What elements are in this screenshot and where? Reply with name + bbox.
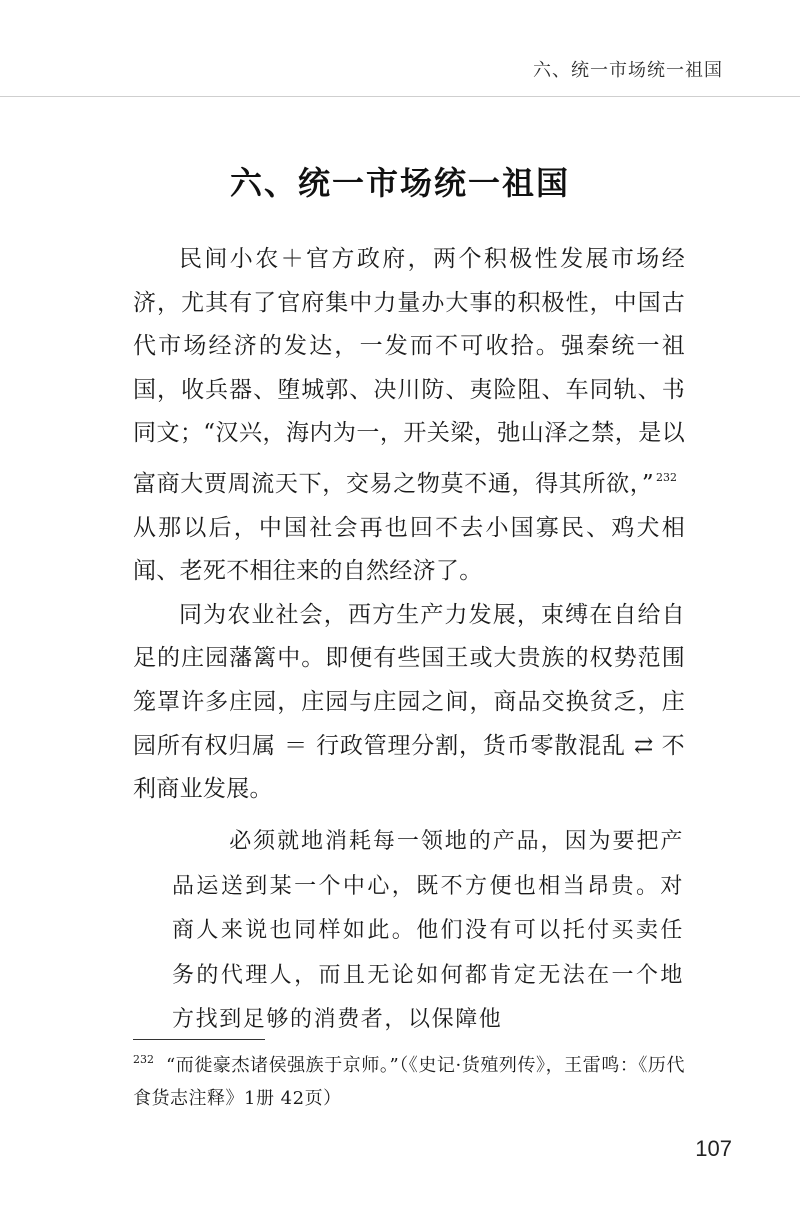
footnote-reference[interactable]: 232 [656, 470, 677, 484]
paragraph-2: 同为农业社会，西方生产力发展，束缚在自给自足的庄园藩篱中。即便有些国王或大贵族的权势范围笼罩许多庄园，庄园与庄园之间，商品交换贫乏，庄园所有权归属 ＝ 行政管理分割，货币零散混乱 ⇄ 不利商业发展。 [133, 601, 685, 803]
header-divider [0, 96, 800, 97]
paragraph-1-continuation: 从那以后，中国社会再也回不去小国寡民、鸡犬相闻、老死不相往来的自然经济了。 [133, 514, 685, 585]
running-head: 六、统一市场统一祖国 [533, 60, 723, 81]
footnote-number: 232 [133, 1053, 154, 1066]
main-body [133, 238, 685, 812]
chapter-title: 六、统一市场统一祖国 [229, 164, 570, 202]
block-quote [172, 820, 684, 1043]
footnote-text: “而徙豪杰诸侯强族于京师。”（《史记·货殖列传》，王雷鸣：《历代食货志注释》1册 42页） [133, 1055, 685, 1109]
page-number: 107 [695, 1136, 732, 1161]
paragraph-1-text: 民间小农＋官方政府，两个积极性发展市场经济，尤其有了官府集中力量办大事的积极性，中国古代市场经济的发达，一发而不可收拾。强秦统一祖国，收兵器、堕城郭、决川防、夷险阻、车同轨、书同文；“汉兴，海内为一，开关梁，弛山泽之禁，是以富商大贾周流天下，交易之物莫不通，得其所欲，” [133, 246, 685, 497]
footnote [133, 1043, 685, 1115]
footnote-divider [133, 1039, 265, 1040]
block-quote-text: 必须就地消耗每一领地的产品，因为要把产品运送到某一个中心，既不方便也相当昂贵。对商人来说也同样如此。他们没有可以托付买卖任务的代理人，而且无论如何都肯定无法在一个地方找到足够的消费者，以保障他 [172, 829, 684, 1032]
paragraph-1 [133, 238, 685, 594]
